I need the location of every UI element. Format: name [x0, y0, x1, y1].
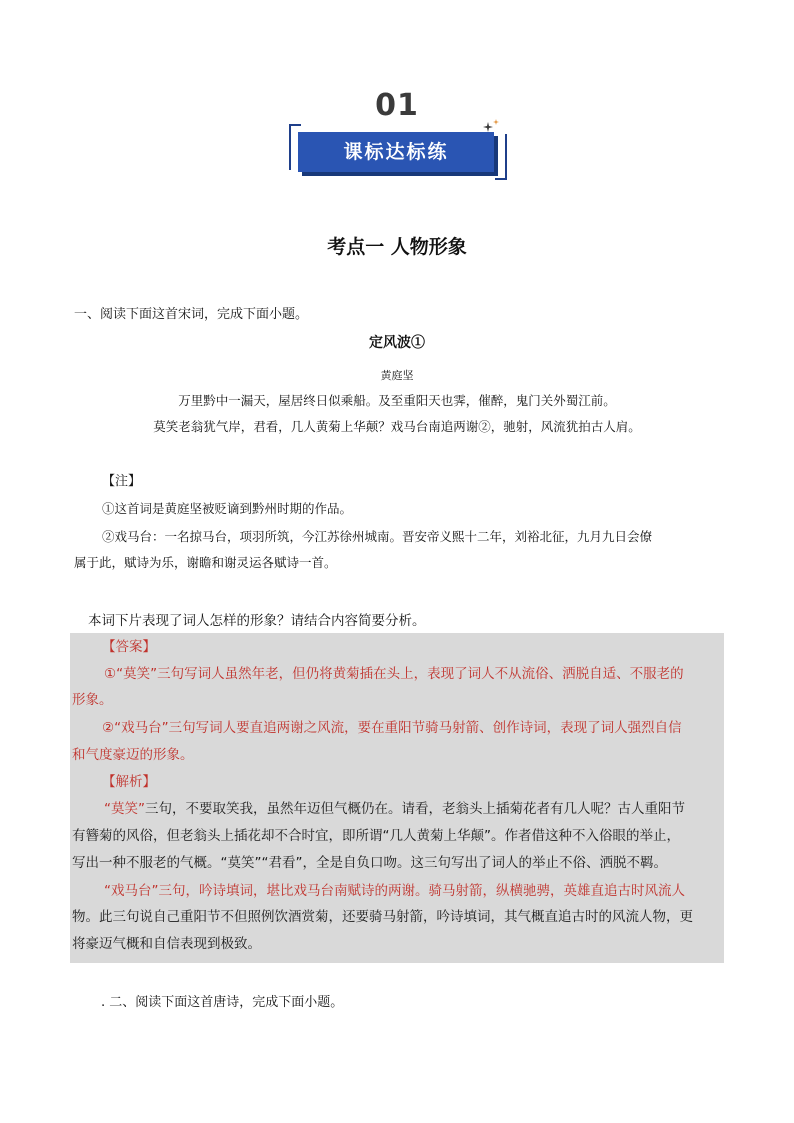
- analysis-line: 有簪菊的风俗，但老翁头上插花却不合时宜，即所谓“几人黄菊上华颠”。作者借这种不入俗眼的举止，: [72, 828, 680, 844]
- section-badge: [289, 124, 507, 180]
- analysis-label: 【解析】: [102, 774, 156, 790]
- note-line: 属于此，赋诗为乐，谢瞻和谢灵运各赋诗一首。: [74, 555, 337, 570]
- poem-title: 定风波①: [369, 335, 425, 351]
- section-title: 考点一 人物形象: [327, 236, 467, 258]
- question2-intro: . 二、阅读下面这首唐诗，完成下面小题。: [101, 995, 344, 1010]
- section-number: 01: [375, 88, 419, 123]
- answer-line: ①“莫笑”三句写词人虽然年老，但仍将黄菊插在头上，表现了词人不从流俗、洒脱自适、不服老的: [104, 666, 684, 682]
- poem-line: 万里黔中一漏天，屋居终日似乘船。及至重阳天也霁，催醉，鬼门关外蜀江前。: [178, 393, 616, 408]
- answer-line: ②“戏马台”三句写词人要直追两谢之风流，要在重阳节骑马射箭、创作诗词，表现了词人强烈自信: [102, 720, 682, 736]
- analysis-line: “莫笑”三句，不要取笑我，虽然年迈但气概仍在。请看，老翁头上插菊花者有几人呢？古人重阳节: [104, 801, 685, 817]
- answer-line: 形象。: [72, 692, 113, 708]
- sparkle-icon: [482, 118, 502, 138]
- answer-line: 和气度豪迈的形象。: [72, 747, 194, 763]
- badge-corner-bottom-right: [495, 134, 507, 180]
- question1-intro: 一、阅读下面这首宋词，完成下面小题。: [74, 307, 309, 322]
- note-line: ②戏马台：一名掠马台，项羽所筑，今江苏徐州城南。晋安帝义熙十二年，刘裕北征，九月九日会僚: [102, 529, 653, 544]
- analysis-line: 将豪迈气概和自信表现到极致。: [72, 936, 261, 952]
- poem-author: 黄庭坚: [380, 369, 414, 382]
- answer-label: 【答案】: [102, 639, 156, 655]
- badge-label: 课标达标练: [298, 132, 494, 172]
- notes-label: 【注】: [102, 474, 142, 489]
- analysis-line: 写出一种不服老的气概。“莫笑”“君看”，全是自负口吻。这三句写出了词人的举止不俗、洒脱不羁。: [72, 855, 667, 871]
- note-line: ①这首词是黄庭坚被贬谪到黔州时期的作品。: [102, 501, 353, 516]
- question-prompt: 本词下片表现了词人怎样的形象？请结合内容简要分析。: [88, 613, 426, 629]
- poem-line: 莫笑老翁犹气岸，君看，几人黄菊上华颠？戏马台南追两谢②，驰射，风流犹拍古人肩。: [153, 419, 641, 434]
- analysis-line: “戏马台”三句，吟诗填词，堪比戏马台南赋诗的两谢。骑马射箭，纵横驰骋，英雄直追古时风流人: [104, 883, 685, 899]
- analysis-line: 物。此三句说自己重阳节不但照例饮酒赏菊，还要骑马射箭，吟诗填词，其气概直追古时的风流人物，更: [72, 909, 693, 925]
